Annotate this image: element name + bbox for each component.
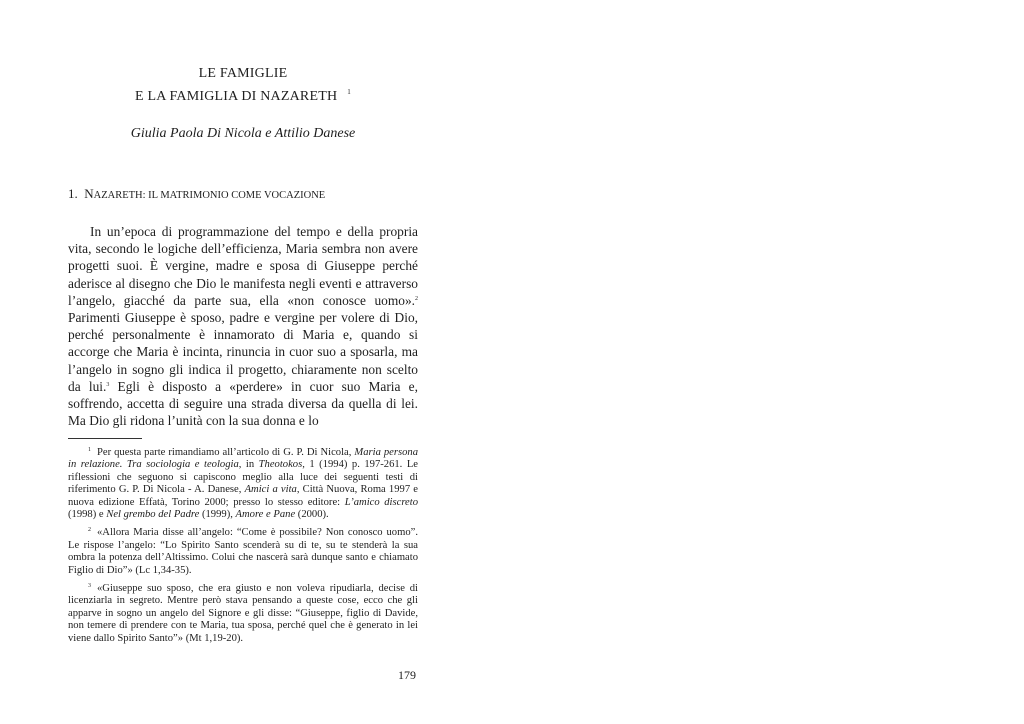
footnote-3: $^3$ «Giuseppe suo sposo, che era giusto e non voleva ripudiarla, decise di licenziarla in segreto. Mentre però stava pensando a queste cose, ecco che gli apparve in sogno un angelo del Signore e gli disse: “Giuseppe, figlio di Davide, non temere di prendere con te Maria, tua sposa, perché quel che è generato in lei viene dallo Spirito Santo”» (Mt 1,19-20). <box>68 583 418 644</box>
footnote-divider <box>68 438 142 439</box>
footnotes <box>68 444 418 648</box>
title-footnote-ref[interactable]: 1 <box>347 88 351 96</box>
footnote-number: 3 <box>88 583 91 590</box>
paragraph: In un’epoca di programmazione del tempo e della propria vita, secondo le logiche dell’efficienza, Maria sembra non avere progetti suoi. È vergine, madre e sposa di Giuseppe perché aderisce al disegno che Dio le manifesta negli eventi e attraverso l’angelo, giacché da parte sua, ella «non conosce uomo».$^2$ Parimenti Giuseppe è sposo, padre e vergine per volere di Dio, perché personalmente è innamorato di Maria e, quando si accorge che Maria è incinta, rinuncia in cuor suo a sposarla, ma l’angelo in sogno gli indica il progetto, chiaramente non scelto da lui.$^3$ Egli è disposto a «perdere» in cuor suo Maria e, soffrendo, accetta di seguire una strada diversa da quella di lei. Ma Dio gli ridona l’unità con la sua donna e lo <box>68 224 418 429</box>
footnote-ref-3[interactable]: 3 <box>106 381 110 388</box>
authors: Giulia Paola Di Nicola e Attilio Danese <box>130 126 356 141</box>
page-number: 179 <box>398 668 416 682</box>
section-title-initial: N <box>84 186 94 201</box>
body-text <box>68 223 418 429</box>
footnote-ref-2[interactable]: 2 <box>415 295 418 302</box>
footnote-2: $^2$ «Allora Maria disse all’angelo: “Come è possibile? Non conosco uomo”. Le rispose l’angelo: “Lo Spirito Santo scenderà su di te, su te stenderà la sua ombra la potenza dell’Altissimo. Colui che nascerà sarà dunque santo e chiamato Figlio di Dio”» (Lc 1,34-35). <box>68 527 418 576</box>
chapter-title-line-1: LE FAMIGLIE <box>198 66 288 81</box>
section-title: AZARETH: IL MATRIMONIO COME VOCAZIONE <box>93 190 326 201</box>
chapter-title-line-2: E LA FAMIGLIA DI NAZARETH $^1$ <box>135 88 351 104</box>
footnote-1: $^1$ Per questa parte rimandiamo all’articolo di G. P. Di Nicola, Maria persona in relazione. Tra sociologia e teologia, in Theotokos, 1 (1994) p. 197-261. Le riflessioni che seguono si capiscono meglio alla luce dei seguenti testi di riferimento G. P. Di Nicola - A. Danese, Amici a vita, Città Nuova, Roma 1997 e nuova edizione Effatà, Torino 2000; presso lo stesso editore: L’amico discreto (1998) e Nel grembo del Padre (1999), Amore e Pane (2000). <box>68 447 419 521</box>
section-heading <box>68 186 325 202</box>
footnote-number: 1 <box>88 447 91 453</box>
footnote-number: 2 <box>88 527 91 534</box>
section-number: 1. <box>68 186 78 201</box>
